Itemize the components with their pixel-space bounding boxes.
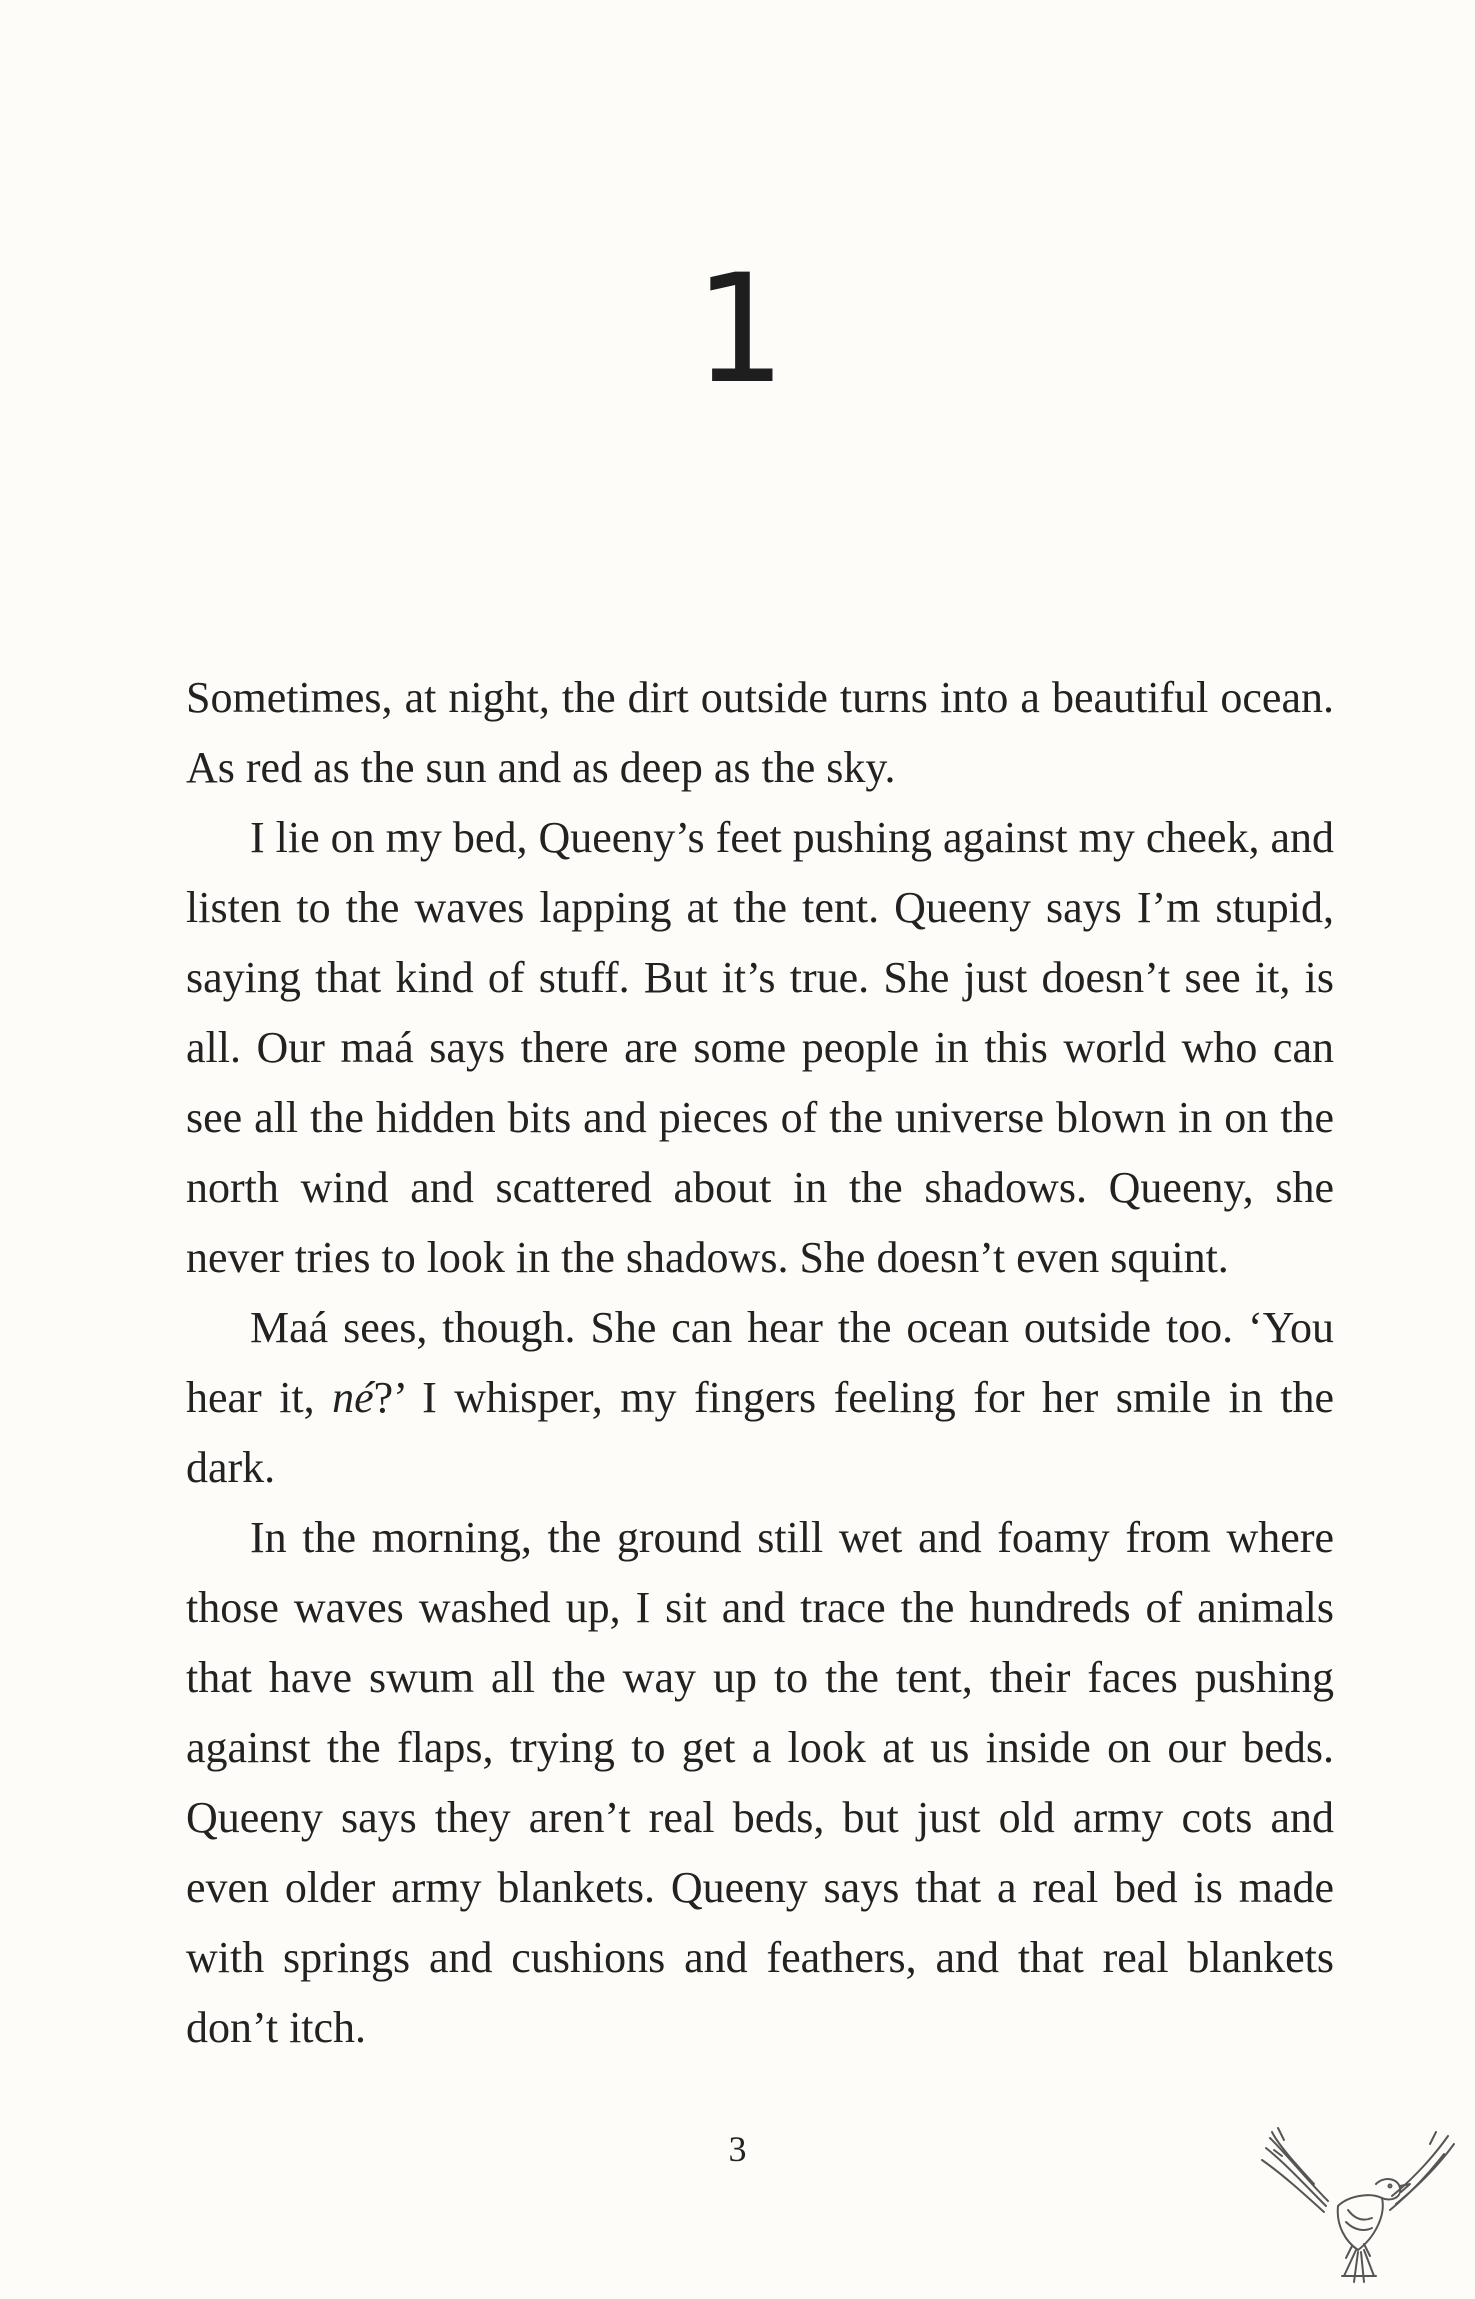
chapter-number: 1	[692, 243, 783, 417]
bird-sketch-icon	[1258, 2126, 1458, 2296]
paragraph-4: In the morning, the ground still wet and foamy from where those waves washed up, I sit and trace the hundreds of animals that have swum all the way up to the tent, their faces pushing against the flaps, trying to get a look at us inside on our beds. Queeny says they aren’t real beds, but just old army cots and even older army blankets. Queeny says that a real bed is made with springs and cushions and feathers, and that real blankets don’t itch.	[186, 1513, 1334, 2052]
paragraph-3-italic: né	[332, 1373, 374, 1422]
paragraph-3-end: ?’ I whisper, my fingers feeling for her smile in the dark.	[186, 1373, 1334, 1492]
paragraph-3	[186, 1293, 1334, 1503]
paragraph-3-start: Maá sees, though. She can hear the ocean outside too. ‘You hear it,	[186, 1303, 1334, 1422]
page-number: 3	[728, 2129, 747, 2169]
body-text	[186, 663, 1334, 2063]
paragraph-1: Sometimes, at night, the dirt outside turns into a beautiful ocean. As red as the sun and as deep as the sky.	[186, 673, 1334, 792]
paragraph-2: I lie on my bed, Queeny’s feet pushing against my cheek, and listen to the waves lapping at the tent. Queeny says I’m stupid, saying that kind of stuff. But it’s true. She just doesn’t see it, is all. Our maá says there are some people in this world who can see all the hidden bits and pieces of the universe blown in on the north wind and scattered about in the shadows. Queeny, she never tries to look in the shadows. She doesn’t even squint.	[186, 813, 1334, 1282]
